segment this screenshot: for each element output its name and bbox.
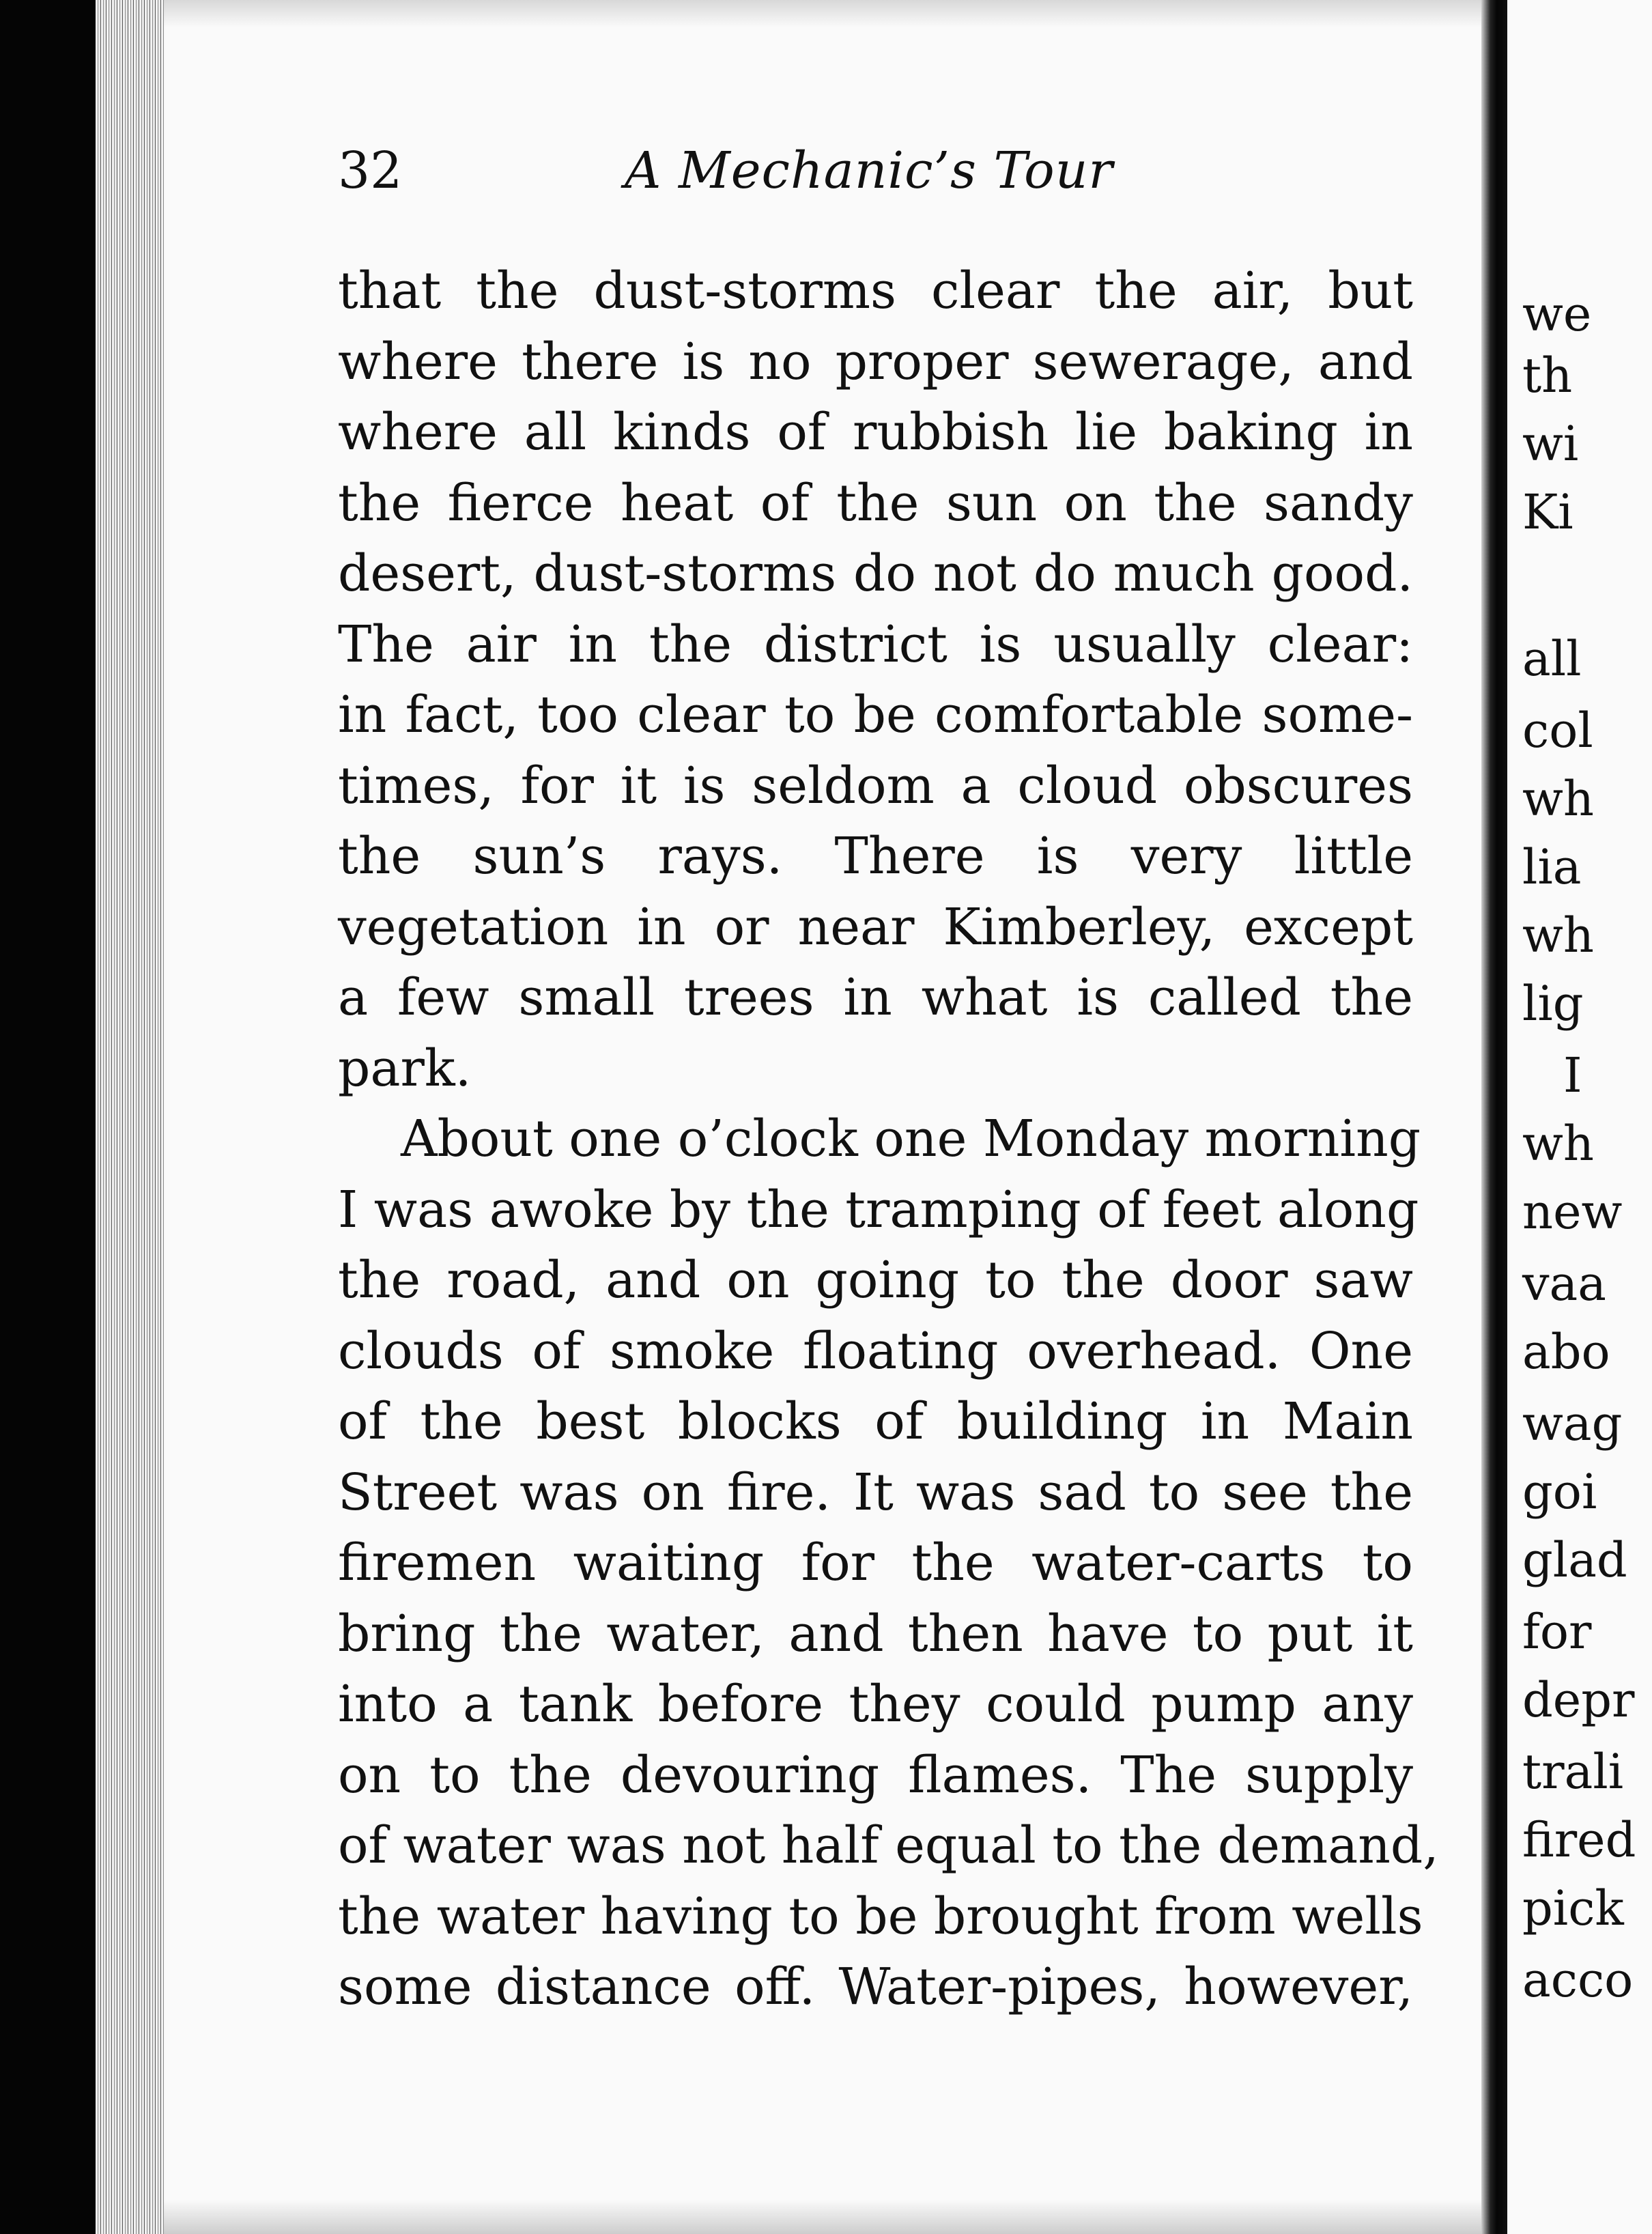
text-line: The air in the district is usually clear: (338, 614, 1413, 674)
text-line: some distance off. Water-pipes, however, (338, 1957, 1413, 2016)
facing-line-fragment: vaa (1522, 1256, 1607, 1312)
facing-line-fragment: we (1522, 286, 1592, 342)
facing-line-fragment: abo (1522, 1324, 1610, 1380)
text-line: the fierce heat of the sun on the sandy (338, 473, 1413, 533)
text-line: firemen waiting for the water-carts to (338, 1533, 1413, 1592)
facing-line-fragment: trali (1522, 1744, 1624, 1800)
facing-line-fragment: goi (1522, 1464, 1597, 1520)
text-line: times, for it is seldom a cloud obscures (338, 756, 1413, 815)
facing-line-fragment: fired (1522, 1812, 1636, 1868)
text-line: into a tank before they could pump any (338, 1675, 1413, 1734)
facing-line-fragment: for (1522, 1604, 1592, 1660)
text-line: on to the devouring flames. The supply (338, 1745, 1413, 1805)
text-line: where all kinds of rubbish lie baking in (338, 403, 1413, 462)
facing-line-fragment: wag (1522, 1396, 1623, 1452)
text-line: in fact, too clear to be comfortable some- (338, 685, 1413, 744)
text-line: About one o’clock one Monday morning (401, 1109, 1421, 1168)
running-head (338, 140, 1410, 201)
text-line: vegetation in or near Kimberley, except (338, 897, 1413, 957)
facing-line-fragment: th (1522, 348, 1573, 404)
text-line: where there is no proper sewerage, and (338, 332, 1413, 391)
running-title: A Mechanic’s Tour (625, 141, 1113, 200)
book-gutter (1481, 0, 1507, 2234)
facing-line-fragment: depr (1522, 1672, 1635, 1728)
text-line: that the dust-storms clear the air, but (338, 261, 1413, 320)
facing-line-fragment: pick (1522, 1880, 1624, 1936)
scan-border (0, 0, 96, 2234)
page-number: 32 (338, 141, 403, 200)
text-line: Street was on fire. It was sad to see the (338, 1462, 1413, 1522)
facing-line-fragment: wi (1522, 416, 1579, 472)
text-line: bring the water, and then have to put it (338, 1604, 1413, 1663)
text-line: park. (338, 1038, 472, 1098)
facing-line-fragment: wh (1522, 907, 1594, 963)
facing-line-fragment: all (1522, 631, 1582, 687)
text-line: desert, dust-storms do not do much good. (338, 544, 1413, 603)
text-line: the road, and on going to the door saw (338, 1251, 1413, 1310)
facing-line-fragment: new (1522, 1184, 1623, 1240)
page-fore-edge (96, 0, 164, 2234)
facing-line-fragment: wh (1522, 1116, 1594, 1172)
facing-line-fragment: acco (1522, 1952, 1634, 2008)
facing-line-fragment: lig (1522, 976, 1584, 1032)
text-line: the water having to be brought from wells (338, 1886, 1423, 1946)
facing-line-fragment: wh (1522, 771, 1594, 827)
facing-line-fragment: lia (1522, 839, 1582, 895)
facing-line-fragment: col (1522, 703, 1593, 759)
text-line: of the best blocks of building in Main (338, 1392, 1413, 1451)
text-line: the sun’s rays. There is very little (338, 827, 1413, 886)
facing-line-fragment: glad (1522, 1532, 1627, 1588)
page-bottom-shadow (164, 2200, 1481, 2234)
facing-line-fragment: Ki (1522, 484, 1573, 540)
page-top-shadow (164, 0, 1481, 27)
body-text (338, 256, 1439, 2023)
text-line: I was awoke by the tramping of feet along (338, 1180, 1419, 1239)
text-line: clouds of smoke floating overhead. One (338, 1321, 1413, 1381)
text-line: a few small trees in what is called the (338, 968, 1413, 1027)
text-line: of water was not half equal to the demand, (338, 1816, 1439, 1875)
facing-line-fragment: I (1563, 1047, 1582, 1103)
